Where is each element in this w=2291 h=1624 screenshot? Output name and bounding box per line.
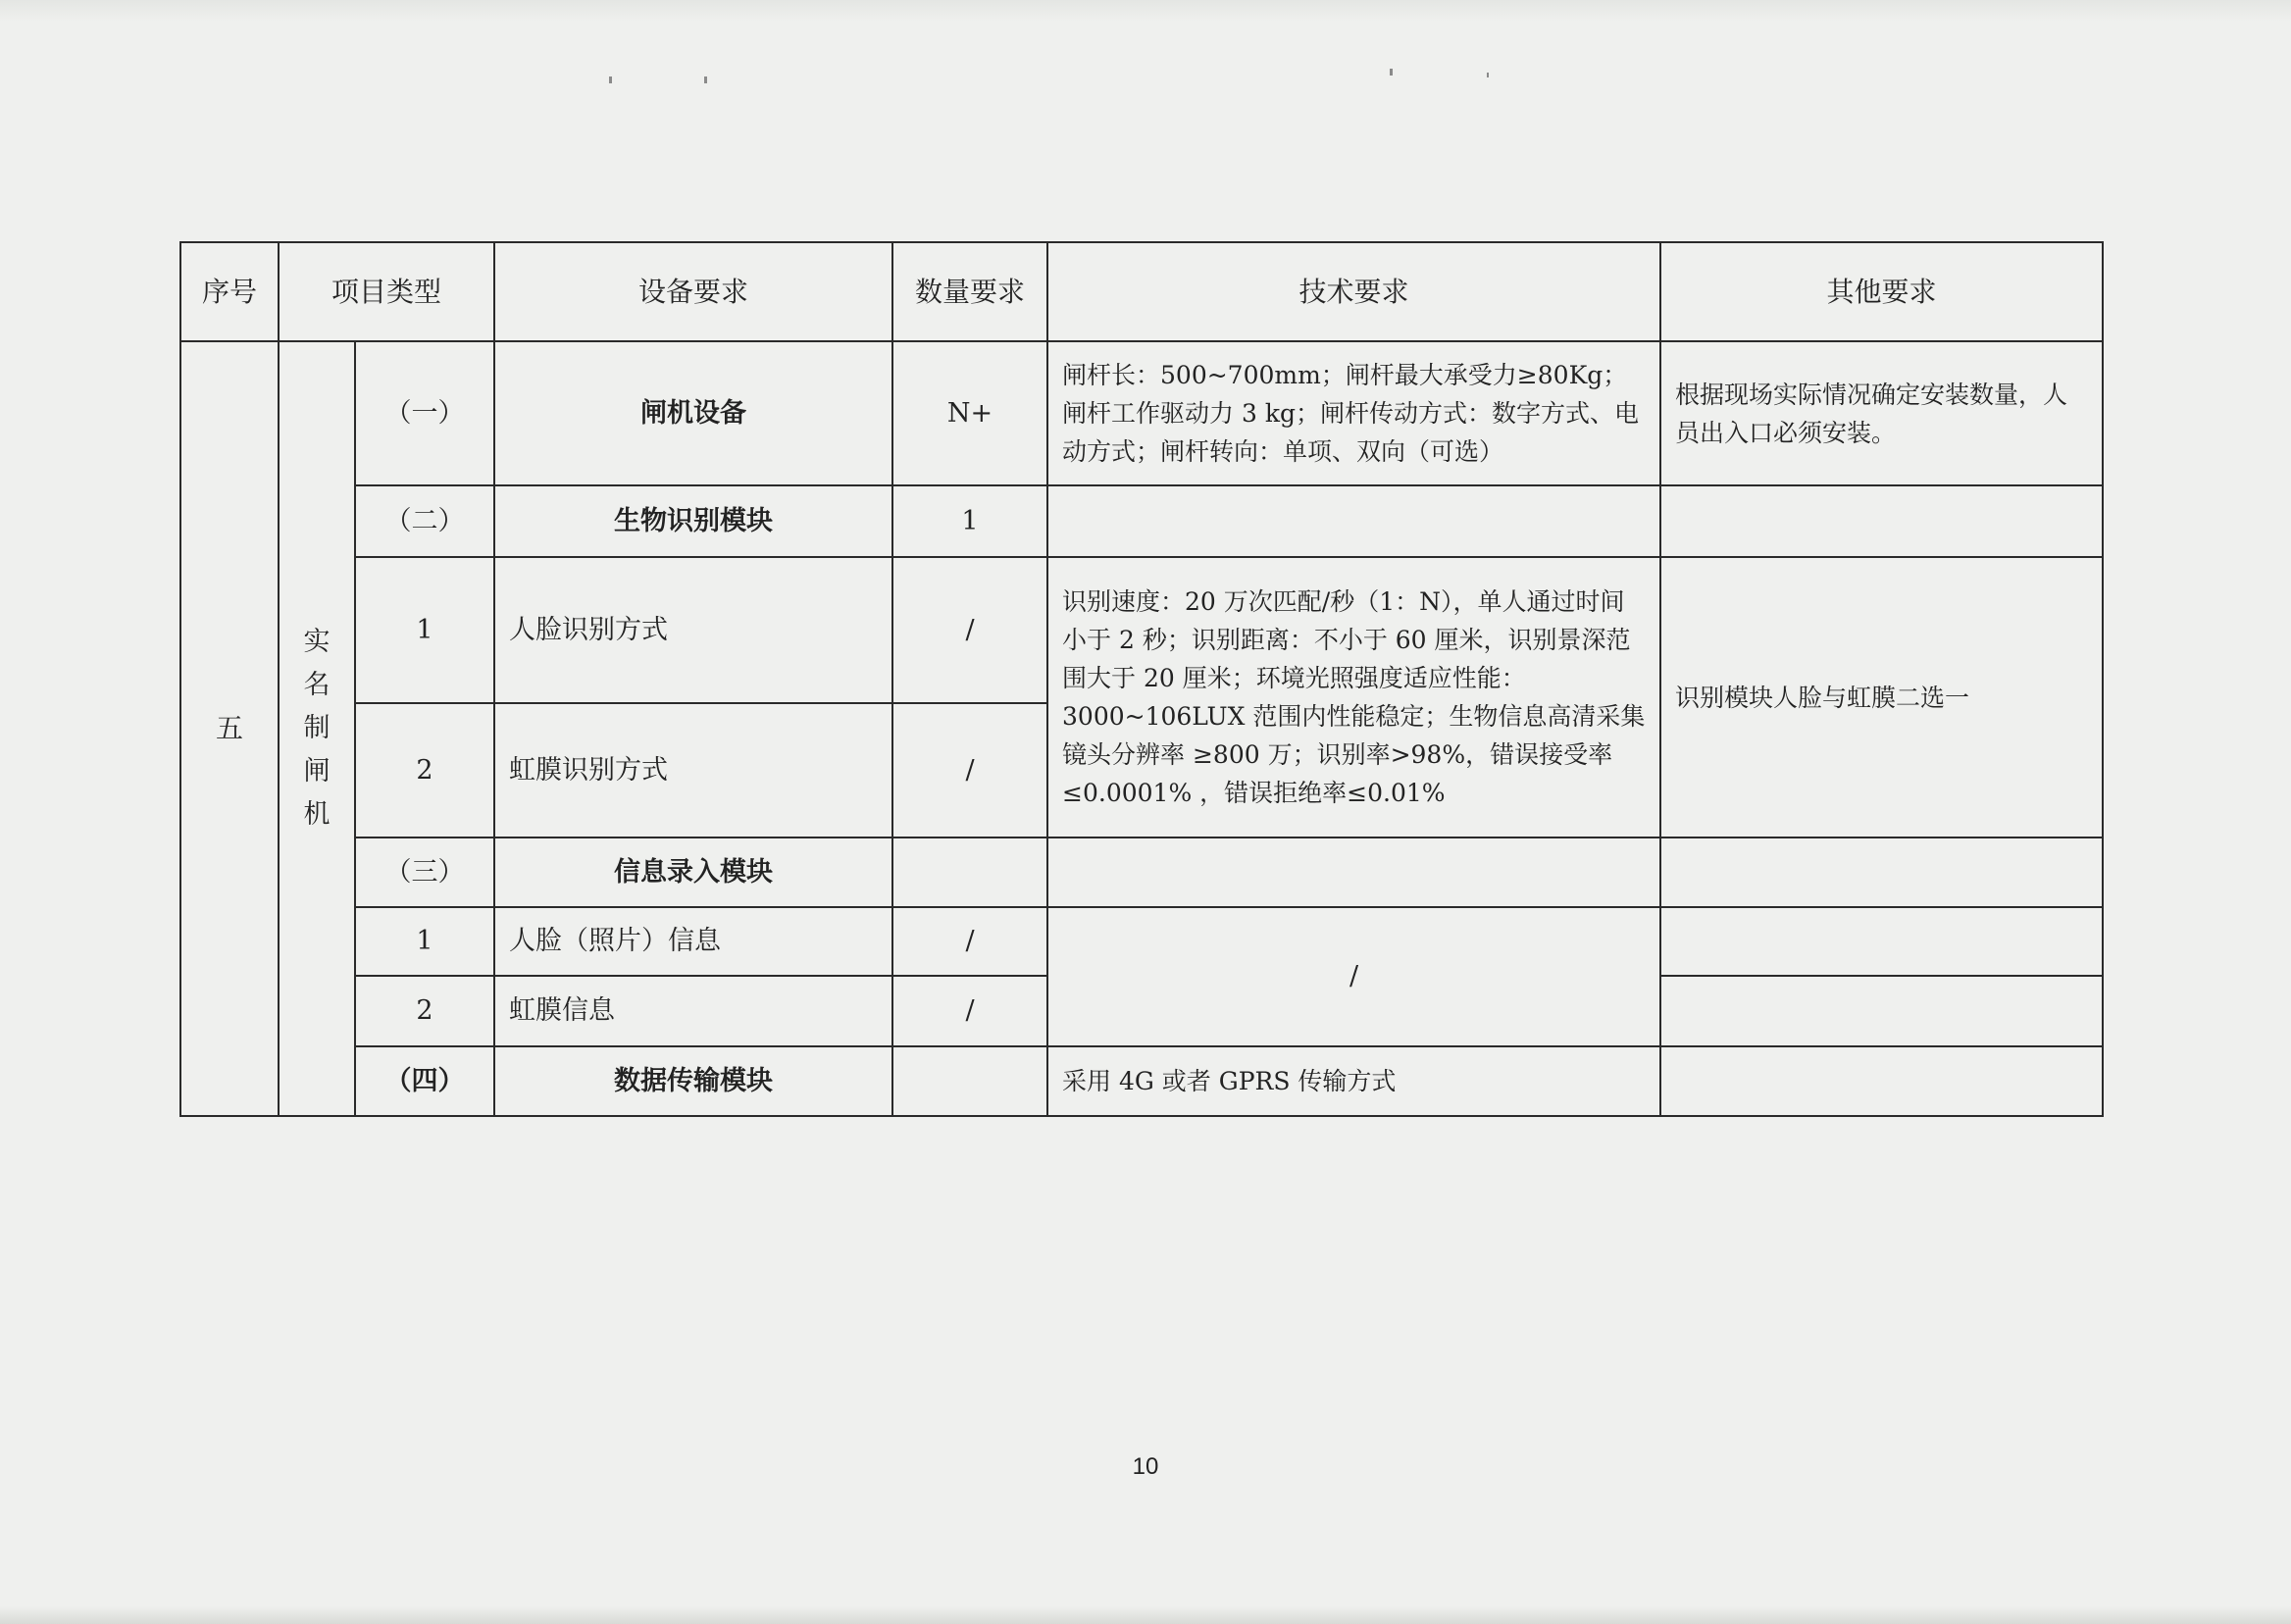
equipment-requirements-table (179, 241, 2104, 1117)
row-technical (1047, 837, 1660, 907)
row-other (1660, 976, 2103, 1046)
table-row (180, 837, 2103, 907)
row-number: （一） (355, 341, 494, 485)
row-technical (1047, 485, 1660, 557)
row-name: 人脸识别方式 (494, 557, 892, 703)
header-equipment: 设备要求 (494, 242, 892, 341)
row-number: （三） (355, 837, 494, 907)
scan-speck (1390, 69, 1393, 76)
row-quantity: 1 (892, 485, 1047, 557)
row-name: 虹膜信息 (494, 976, 892, 1046)
row-name: 闸机设备 (494, 341, 892, 485)
header-index: 序号 (180, 242, 279, 341)
biometric-technical: 识别速度：20 万次匹配/秒（1：N），单人通过时间小于 2 秒；识别距离：不小于 60 厘米，识别景深范围大于 20 厘米；环境光照强度适应性能：3000~106LUX 范围内性能稳定；生物信息高清采集镜头分辨率 ≥800 万；识别率>98%，错误接受率≤0.0001% ，错误拒绝率≤0.01% (1047, 557, 1660, 837)
row-quantity: N+ (892, 341, 1047, 485)
section-type-cell (279, 341, 355, 1116)
scan-speck (609, 76, 612, 83)
scan-edge-top (0, 0, 2291, 22)
row-number: 1 (355, 907, 494, 976)
row-other (1660, 837, 2103, 907)
row-name: 数据传输模块 (494, 1046, 892, 1116)
row-quantity: / (892, 557, 1047, 703)
row-quantity: / (892, 703, 1047, 837)
table-row (180, 907, 2103, 976)
row-number: 2 (355, 976, 494, 1046)
scan-speck (1487, 73, 1489, 77)
header-other: 其他要求 (1660, 242, 2103, 341)
biometric-other: 识别模块人脸与虹膜二选一 (1660, 557, 2103, 837)
header-quantity: 数量要求 (892, 242, 1047, 341)
row-name: 信息录入模块 (494, 837, 892, 907)
row-name: 虹膜识别方式 (494, 703, 892, 837)
row-technical: 闸杆长：500~700mm；闸杆最大承受力≥80Kg；闸杆工作驱动力 3 kg；闸杆传动方式：数字方式、电动方式；闸杆转向：单项、双向（可选） (1047, 341, 1660, 485)
table-row (180, 485, 2103, 557)
row-number: （四） (355, 1046, 494, 1116)
row-quantity: / (892, 907, 1047, 976)
row-other (1660, 907, 2103, 976)
row-name: 人脸（照片）信息 (494, 907, 892, 976)
table-row (180, 1046, 2103, 1116)
row-quantity: / (892, 976, 1047, 1046)
row-number: 2 (355, 703, 494, 837)
row-technical: 采用 4G 或者 GPRS 传输方式 (1047, 1046, 1660, 1116)
info-entry-technical: / (1047, 907, 1660, 1046)
header-technical: 技术要求 (1047, 242, 1660, 341)
section-type: 实名制闸机 (303, 627, 331, 830)
row-other: 根据现场实际情况确定安装数量，人员出入口必须安装。 (1660, 341, 2103, 485)
row-name: 生物识别模块 (494, 485, 892, 557)
page-number: 10 (1132, 1453, 1159, 1480)
row-other (1660, 485, 2103, 557)
row-other (1660, 1046, 2103, 1116)
header-row (180, 242, 2103, 341)
scan-speck (704, 76, 707, 83)
row-number: （二） (355, 485, 494, 557)
scan-edge-bottom (0, 1606, 2291, 1624)
header-category: 项目类型 (279, 242, 494, 341)
row-number: 1 (355, 557, 494, 703)
section-index: 五 (180, 341, 279, 1116)
table-row (180, 557, 2103, 703)
row-quantity (892, 1046, 1047, 1116)
table-row (180, 341, 2103, 485)
row-quantity (892, 837, 1047, 907)
